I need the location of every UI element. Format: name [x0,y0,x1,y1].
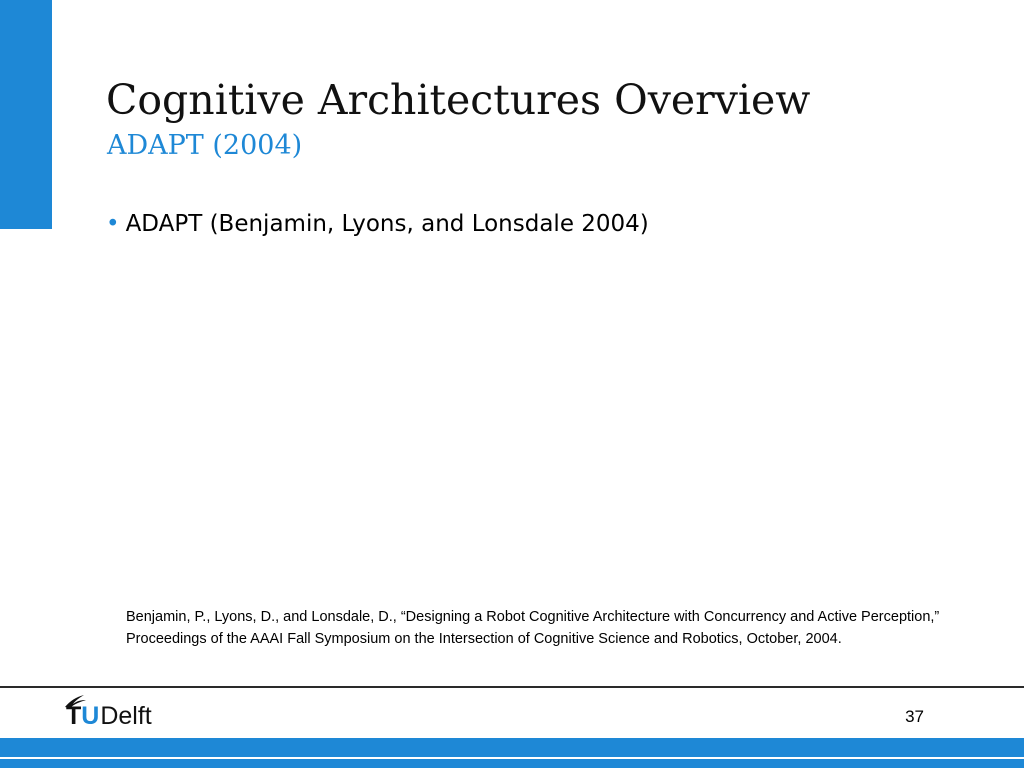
logo-delft-text: Delft [100,702,152,730]
slide-title: Cognitive Architectures Overview [106,76,811,124]
bullet-list [106,204,649,244]
tu-delft-logo [62,692,172,734]
footer-divider [0,686,1024,688]
logo-letter-t: T [66,702,82,730]
bullet-marker: • [106,211,120,237]
reference-citation: Benjamin, P., Lyons, D., and Lonsdale, D., “Designing a Robot Cognitive Architecture with Concurrency and Active Perception,” Proceedings of the AAAI Fall Symposium on the Intersection of Cognitive Science and Robotics, October, 2004. [126,609,940,647]
left-accent-bar [0,0,52,229]
bullet-text: ADAPT (Benjamin, Lyons, and Lonsdale 2004) [125,211,649,237]
bullet-item [106,204,649,244]
page-number: 37 [905,707,924,726]
bottom-accent-band [0,738,1024,768]
slide-subtitle: ADAPT (2004) [107,130,303,161]
logo-letter-u: U [81,702,100,730]
bottom-band-stripe [0,757,1024,759]
logo-wordmark [66,701,152,731]
